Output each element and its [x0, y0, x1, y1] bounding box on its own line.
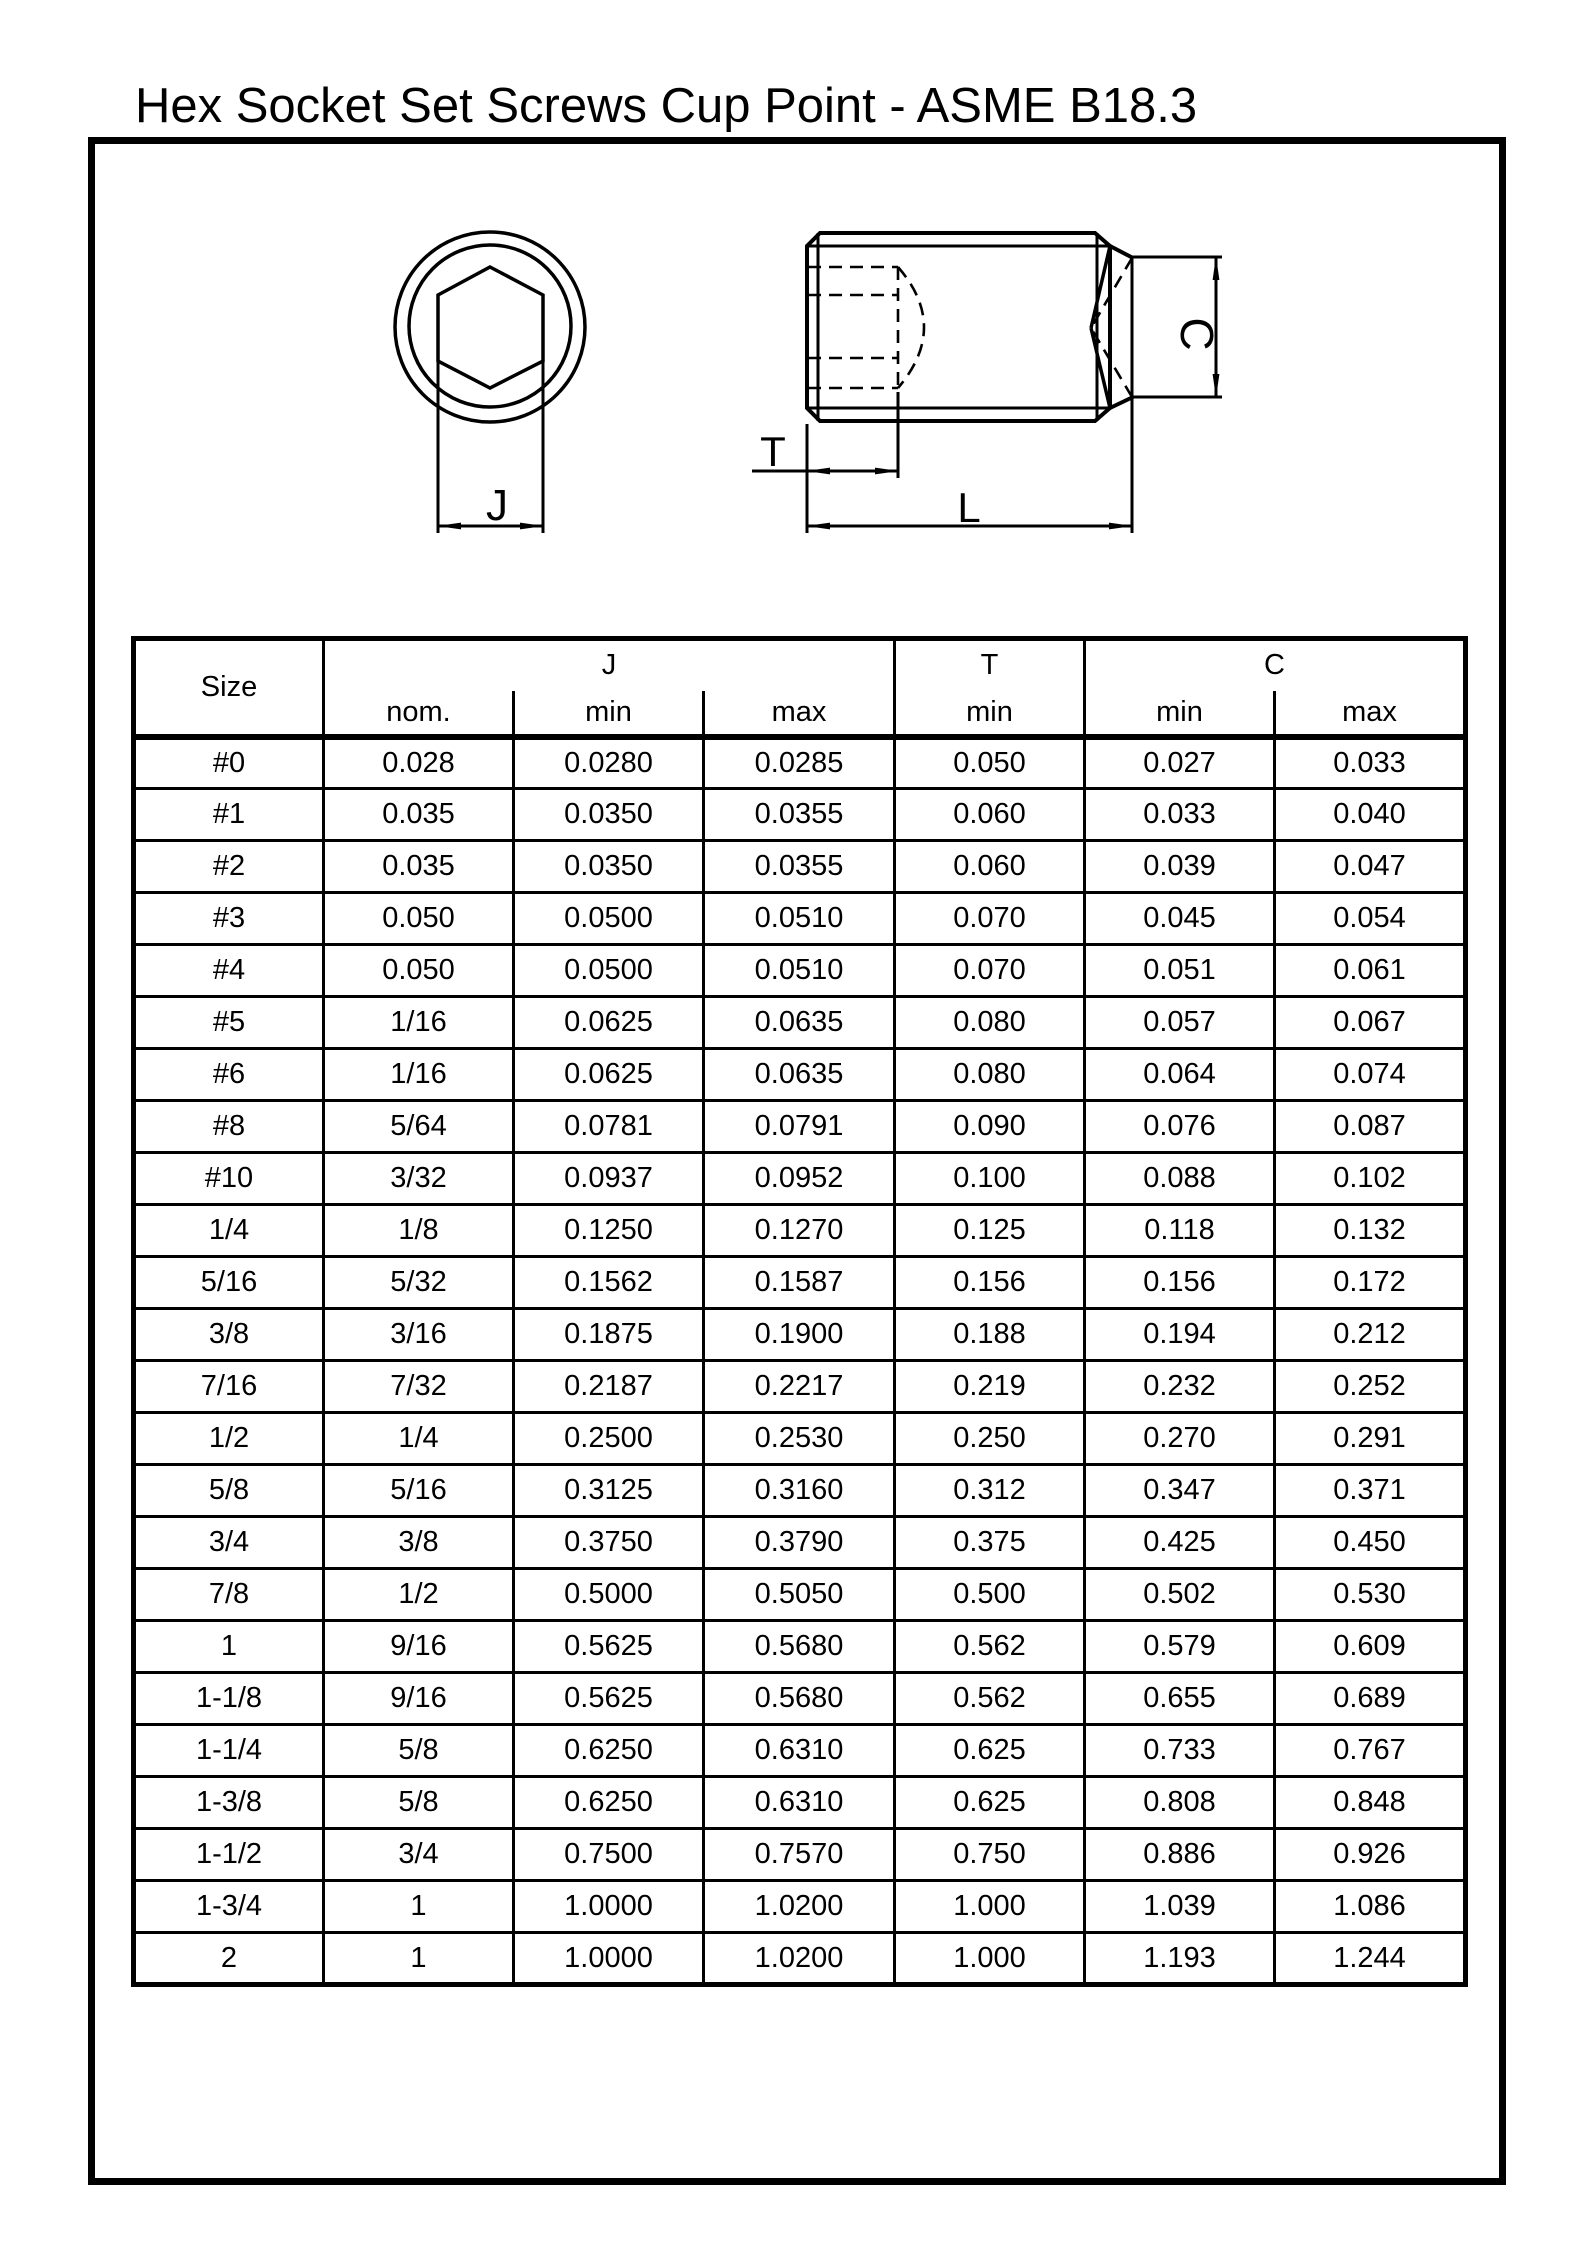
table-cell: 0.2217 [704, 1361, 895, 1413]
table-cell: 0.1562 [514, 1257, 704, 1309]
table-cell: 0.219 [895, 1361, 1085, 1413]
table-cell: 0.0937 [514, 1153, 704, 1205]
table-cell: 0.0952 [704, 1153, 895, 1205]
table-cell: 1.039 [1085, 1881, 1275, 1933]
table-cell: 1-3/4 [134, 1881, 324, 1933]
table-cell: 1 [324, 1881, 514, 1933]
table-cell: 0.132 [1275, 1205, 1466, 1257]
table-cell: 1/2 [324, 1569, 514, 1621]
table-cell: 0.0280 [514, 737, 704, 789]
table-row [134, 1881, 1466, 1933]
table-cell: 0.5000 [514, 1569, 704, 1621]
dimensions-table [131, 636, 1468, 1987]
table-cell: 7/32 [324, 1361, 514, 1413]
table-cell: 0.070 [895, 945, 1085, 997]
table-cell: 0.0635 [704, 997, 895, 1049]
header-c: C [1085, 639, 1466, 691]
table-cell: 0.194 [1085, 1309, 1275, 1361]
table-cell: 0.0510 [704, 893, 895, 945]
table-cell: 0.1250 [514, 1205, 704, 1257]
table-cell: 0.848 [1275, 1777, 1466, 1829]
table-cell: 0.371 [1275, 1465, 1466, 1517]
table-cell: 0.5050 [704, 1569, 895, 1621]
table-cell: 0.0625 [514, 1049, 704, 1101]
table-cell: 0.886 [1085, 1829, 1275, 1881]
table-cell: 0.172 [1275, 1257, 1466, 1309]
table-cell: 0.156 [1085, 1257, 1275, 1309]
table-row [134, 1153, 1466, 1205]
table-cell: 3/4 [134, 1517, 324, 1569]
table-cell: 0.057 [1085, 997, 1275, 1049]
table-cell: 3/8 [324, 1517, 514, 1569]
table-row [134, 945, 1466, 997]
table-cell: 0.100 [895, 1153, 1085, 1205]
header-j: J [324, 639, 895, 691]
table-cell: 0.033 [1275, 737, 1466, 789]
table-cell: #0 [134, 737, 324, 789]
table-row [134, 1101, 1466, 1153]
table-row [134, 1725, 1466, 1777]
table-cell: 5/8 [134, 1465, 324, 1517]
table-cell: 0.2500 [514, 1413, 704, 1465]
table-cell: 0.088 [1085, 1153, 1275, 1205]
table-cell: 3/4 [324, 1829, 514, 1881]
table-cell: 0.733 [1085, 1725, 1275, 1777]
table-cell: 0.450 [1275, 1517, 1466, 1569]
table-cell: 0.1875 [514, 1309, 704, 1361]
table-cell: 0.375 [895, 1517, 1085, 1569]
table-row [134, 1361, 1466, 1413]
table-cell: 0.6310 [704, 1725, 895, 1777]
table-cell: 0.087 [1275, 1101, 1466, 1153]
table-cell: 0.090 [895, 1101, 1085, 1153]
table-cell: 0.767 [1275, 1725, 1466, 1777]
table-cell: 0.050 [324, 945, 514, 997]
table-cell: 0.102 [1275, 1153, 1466, 1205]
table-cell: 0.0500 [514, 893, 704, 945]
table-cell: 0.562 [895, 1621, 1085, 1673]
table-cell: 1.0000 [514, 1881, 704, 1933]
table-cell: 0.625 [895, 1777, 1085, 1829]
header-j-max: max [704, 691, 895, 737]
table-cell: #3 [134, 893, 324, 945]
t-dimension-label: T [760, 428, 786, 475]
table-cell: 9/16 [324, 1621, 514, 1673]
header-t: T [895, 639, 1085, 691]
table-cell: 0.347 [1085, 1465, 1275, 1517]
table-cell: 0.060 [895, 789, 1085, 841]
table-body [134, 737, 1466, 1985]
table-cell: 0.070 [895, 893, 1085, 945]
table-row [134, 1465, 1466, 1517]
table-cell: 1/4 [324, 1413, 514, 1465]
table-cell: 5/16 [324, 1465, 514, 1517]
table-cell: 5/16 [134, 1257, 324, 1309]
table-cell: 0.054 [1275, 893, 1466, 945]
table-header [134, 639, 1466, 737]
table-cell: 1.000 [895, 1933, 1085, 1985]
table-cell: 0.040 [1275, 789, 1466, 841]
table-cell: 0.2187 [514, 1361, 704, 1413]
table-row [134, 1933, 1466, 1985]
table-cell: 0.0625 [514, 997, 704, 1049]
table-cell: 0.045 [1085, 893, 1275, 945]
table-cell: 0.0791 [704, 1101, 895, 1153]
table-cell: 0.5625 [514, 1673, 704, 1725]
table-cell: 1-1/2 [134, 1829, 324, 1881]
table-cell: 0.050 [324, 893, 514, 945]
table-cell: 0.252 [1275, 1361, 1466, 1413]
table-cell: 0.2530 [704, 1413, 895, 1465]
table-cell: #10 [134, 1153, 324, 1205]
table-cell: 0.3750 [514, 1517, 704, 1569]
hidden-socket-lines [808, 267, 924, 388]
table-cell: 5/32 [324, 1257, 514, 1309]
header-size: Size [134, 639, 324, 737]
table-row [134, 1621, 1466, 1673]
table-cell: 0.0355 [704, 841, 895, 893]
table-cell: 0.250 [895, 1413, 1085, 1465]
table-cell: #2 [134, 841, 324, 893]
table-cell: 0.0350 [514, 841, 704, 893]
drill-point-arc [898, 267, 924, 388]
table-cell: 0.625 [895, 1725, 1085, 1777]
header-t-min: min [895, 691, 1085, 737]
table-cell: 0.1587 [704, 1257, 895, 1309]
header-j-nom: nom. [324, 691, 514, 737]
table-cell: #1 [134, 789, 324, 841]
table-cell: 1-1/8 [134, 1673, 324, 1725]
table-cell: 1/16 [324, 1049, 514, 1101]
table-cell: 0.212 [1275, 1309, 1466, 1361]
table-cell: 0.7570 [704, 1829, 895, 1881]
table-cell: 5/8 [324, 1725, 514, 1777]
table-cell: 0.039 [1085, 841, 1275, 893]
table-cell: 0.188 [895, 1309, 1085, 1361]
table-cell: 1/2 [134, 1413, 324, 1465]
hex-socket-outline [438, 267, 543, 388]
end-view-drawing [395, 232, 585, 533]
table-cell: 0.047 [1275, 841, 1466, 893]
table-cell: 0.6250 [514, 1777, 704, 1829]
table-cell: 2 [134, 1933, 324, 1985]
table-cell: 0.7500 [514, 1829, 704, 1881]
table-cell: 0.028 [324, 737, 514, 789]
table-cell: 1.086 [1275, 1881, 1466, 1933]
table-row [134, 997, 1466, 1049]
table-cell: 0.3790 [704, 1517, 895, 1569]
table-cell: 1.000 [895, 1881, 1085, 1933]
table-cell: 0.156 [895, 1257, 1085, 1309]
table-cell: 0.074 [1275, 1049, 1466, 1101]
table-cell: 7/16 [134, 1361, 324, 1413]
table-cell: 0.808 [1085, 1777, 1275, 1829]
table-cell: 0.750 [895, 1829, 1085, 1881]
table-cell: 0.579 [1085, 1621, 1275, 1673]
table-cell: 0.0355 [704, 789, 895, 841]
table-cell: 0.0510 [704, 945, 895, 997]
table-row [134, 789, 1466, 841]
table-cell: 0.502 [1085, 1569, 1275, 1621]
table-cell: 0.232 [1085, 1361, 1275, 1413]
table-cell: 0.562 [895, 1673, 1085, 1725]
table-row [134, 1257, 1466, 1309]
table-cell: 1.0000 [514, 1933, 704, 1985]
table-cell: 0.1900 [704, 1309, 895, 1361]
j-dimension-label: J [486, 481, 508, 530]
header-c-min: min [1085, 691, 1275, 737]
table-cell: 0.500 [895, 1569, 1085, 1621]
table-cell: 0.0350 [514, 789, 704, 841]
table-cell: 0.080 [895, 1049, 1085, 1101]
table-cell: 0.689 [1275, 1673, 1466, 1725]
table-cell: 0.5680 [704, 1673, 895, 1725]
table-row [134, 893, 1466, 945]
table-cell: 0.0285 [704, 737, 895, 789]
table-cell: 0.064 [1085, 1049, 1275, 1101]
table-cell: 0.3160 [704, 1465, 895, 1517]
table-row [134, 1049, 1466, 1101]
page-title: Hex Socket Set Screws Cup Point - ASME B18.3 [135, 79, 1198, 133]
table-row [134, 1205, 1466, 1257]
table-cell: 0.050 [895, 737, 1085, 789]
screw-inner-circle [409, 245, 571, 407]
table-cell: #8 [134, 1101, 324, 1153]
table-cell: 0.035 [324, 841, 514, 893]
table-cell: 0.076 [1085, 1101, 1275, 1153]
table-cell: 0.0635 [704, 1049, 895, 1101]
table-cell: #5 [134, 997, 324, 1049]
side-view-drawing [752, 233, 1223, 533]
table-cell: 0.3125 [514, 1465, 704, 1517]
table-cell: 5/8 [324, 1777, 514, 1829]
table-cell: 0.5625 [514, 1621, 704, 1673]
table-cell: 1/16 [324, 997, 514, 1049]
table-row [134, 841, 1466, 893]
table-row [134, 1413, 1466, 1465]
table-cell: 0.291 [1275, 1413, 1466, 1465]
table-cell: 3/8 [134, 1309, 324, 1361]
table-cell: 0.125 [895, 1205, 1085, 1257]
table-cell: 1-1/4 [134, 1725, 324, 1777]
table-row [134, 1829, 1466, 1881]
table-cell: 1 [324, 1933, 514, 1985]
table-cell: 0.926 [1275, 1829, 1466, 1881]
header-j-min: min [514, 691, 704, 737]
table-cell: 0.118 [1085, 1205, 1275, 1257]
table-row [134, 1777, 1466, 1829]
table-cell: 0.061 [1275, 945, 1466, 997]
c-dimension-label: C [1171, 317, 1223, 351]
table-cell: 0.033 [1085, 789, 1275, 841]
table-cell: 0.0500 [514, 945, 704, 997]
table-cell: 3/32 [324, 1153, 514, 1205]
table-cell: 7/8 [134, 1569, 324, 1621]
header-c-max: max [1275, 691, 1466, 737]
table-cell: 0.5680 [704, 1621, 895, 1673]
table-cell: 0.0781 [514, 1101, 704, 1153]
table-row [134, 737, 1466, 789]
table-cell: 1.0200 [704, 1933, 895, 1985]
table-cell: #4 [134, 945, 324, 997]
screw-outer-circle [395, 232, 585, 422]
screw-body-outline [807, 233, 1110, 421]
table-cell: 1.193 [1085, 1933, 1275, 1985]
table-row [134, 1569, 1466, 1621]
table-cell: 1 [134, 1621, 324, 1673]
table-cell: 0.312 [895, 1465, 1085, 1517]
table-cell: 0.1270 [704, 1205, 895, 1257]
table-row [134, 1517, 1466, 1569]
table-cell: 1/8 [324, 1205, 514, 1257]
table-cell: 9/16 [324, 1673, 514, 1725]
l-dimension-label: L [957, 484, 981, 531]
table-cell: 0.067 [1275, 997, 1466, 1049]
table-cell: 0.080 [895, 997, 1085, 1049]
table-cell: 1-3/8 [134, 1777, 324, 1829]
table-cell: 0.6310 [704, 1777, 895, 1829]
table-cell: 1.0200 [704, 1881, 895, 1933]
table-cell: 0.609 [1275, 1621, 1466, 1673]
table-row [134, 1673, 1466, 1725]
table-cell: 0.425 [1085, 1517, 1275, 1569]
table-cell: 0.655 [1085, 1673, 1275, 1725]
table-cell: 0.060 [895, 841, 1085, 893]
table-cell: #6 [134, 1049, 324, 1101]
table-cell: 0.051 [1085, 945, 1275, 997]
table-cell: 0.530 [1275, 1569, 1466, 1621]
table-cell: 0.6250 [514, 1725, 704, 1777]
table-cell: 3/16 [324, 1309, 514, 1361]
table-cell: 5/64 [324, 1101, 514, 1153]
table-cell: 1.244 [1275, 1933, 1466, 1985]
table-cell: 0.027 [1085, 737, 1275, 789]
table-cell: 0.035 [324, 789, 514, 841]
table-row [134, 1309, 1466, 1361]
table-cell: 0.270 [1085, 1413, 1275, 1465]
table-cell: 1/4 [134, 1205, 324, 1257]
